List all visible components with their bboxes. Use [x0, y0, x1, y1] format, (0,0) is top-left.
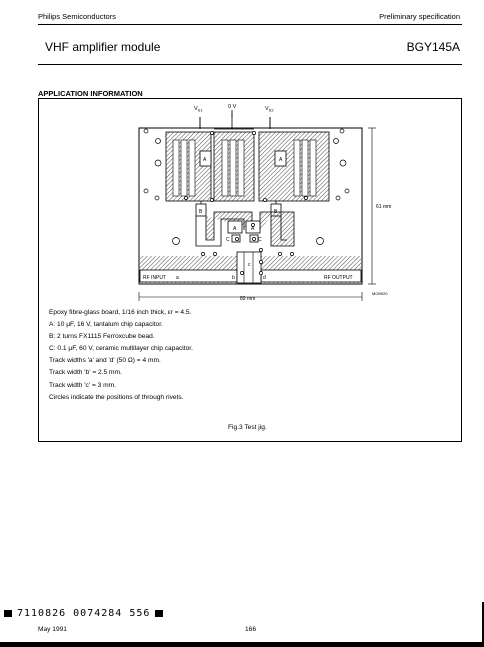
svg-text:VS2: $V_{S2}$ [265, 106, 274, 113]
note-line: Track width 'c' = 3 mm. [49, 381, 116, 389]
barcode-number [4, 608, 163, 619]
header-status: Preliminary specification [379, 12, 460, 21]
note-line: A: 10 μF, 16 V, tantalum chip capacitor. [49, 321, 163, 329]
section-heading: APPLICATION INFORMATION [38, 89, 143, 98]
svg-text:61 mm: 61 mm [376, 204, 392, 210]
svg-text:MCB920: MCB920 [372, 291, 388, 296]
barcode-mark-right [155, 610, 163, 617]
svg-text:VS1: $V_{S1}$ [194, 106, 203, 113]
svg-text:A: A [251, 226, 255, 232]
svg-text:A: A [233, 226, 237, 232]
svg-text:C: C [226, 237, 230, 243]
note-line: C: 0.1 μF, 60 V, ceramic multilayer chip capacitor. [49, 345, 193, 353]
product-title: VHF amplifier module [45, 40, 161, 54]
barcode-text: 7110826 0074284 556 [17, 608, 151, 619]
svg-text:A: A [203, 157, 207, 163]
svg-text:d: d [263, 275, 266, 281]
page-number: 166 [245, 626, 257, 633]
note-line: Epoxy fibre-glass board, 1/16 inch thick, εr = 4.5. [49, 309, 192, 316]
svg-text:B: B [274, 209, 278, 215]
svg-text:RF OUTPUT: RF OUTPUT [324, 275, 353, 281]
footer-date: May 1991 [38, 626, 67, 633]
note-line: B: 2 turns FX1115 Ferroxcube bead. [49, 333, 155, 341]
header-company: Philips Semiconductors [38, 12, 116, 21]
svg-text:A: A [279, 157, 283, 163]
svg-text:0 V: 0 V [228, 104, 237, 110]
svg-text:C: C [258, 237, 262, 243]
svg-text:b: b [232, 275, 235, 281]
svg-text:B: B [199, 209, 203, 215]
figure-notes [49, 307, 193, 404]
note-line: Track widths 'a' and 'd' (50 Ω) = 4 mm. [49, 357, 161, 365]
svg-text:a: a [176, 275, 179, 281]
note-line: Track width 'b' = 2.5 mm. [49, 369, 122, 377]
type-number: BGY145A [406, 40, 460, 54]
svg-text:RF INPUT: RF INPUT [143, 275, 167, 281]
figure-caption: Fig.3 Test jig. [228, 424, 267, 431]
barcode-mark-left [4, 610, 12, 617]
svg-text:c: c [248, 262, 251, 268]
note-line: Circles indicate the positions of through rivets. [49, 393, 184, 401]
bottom-bar [0, 642, 484, 647]
svg-text:89 mm: 89 mm [240, 296, 256, 302]
